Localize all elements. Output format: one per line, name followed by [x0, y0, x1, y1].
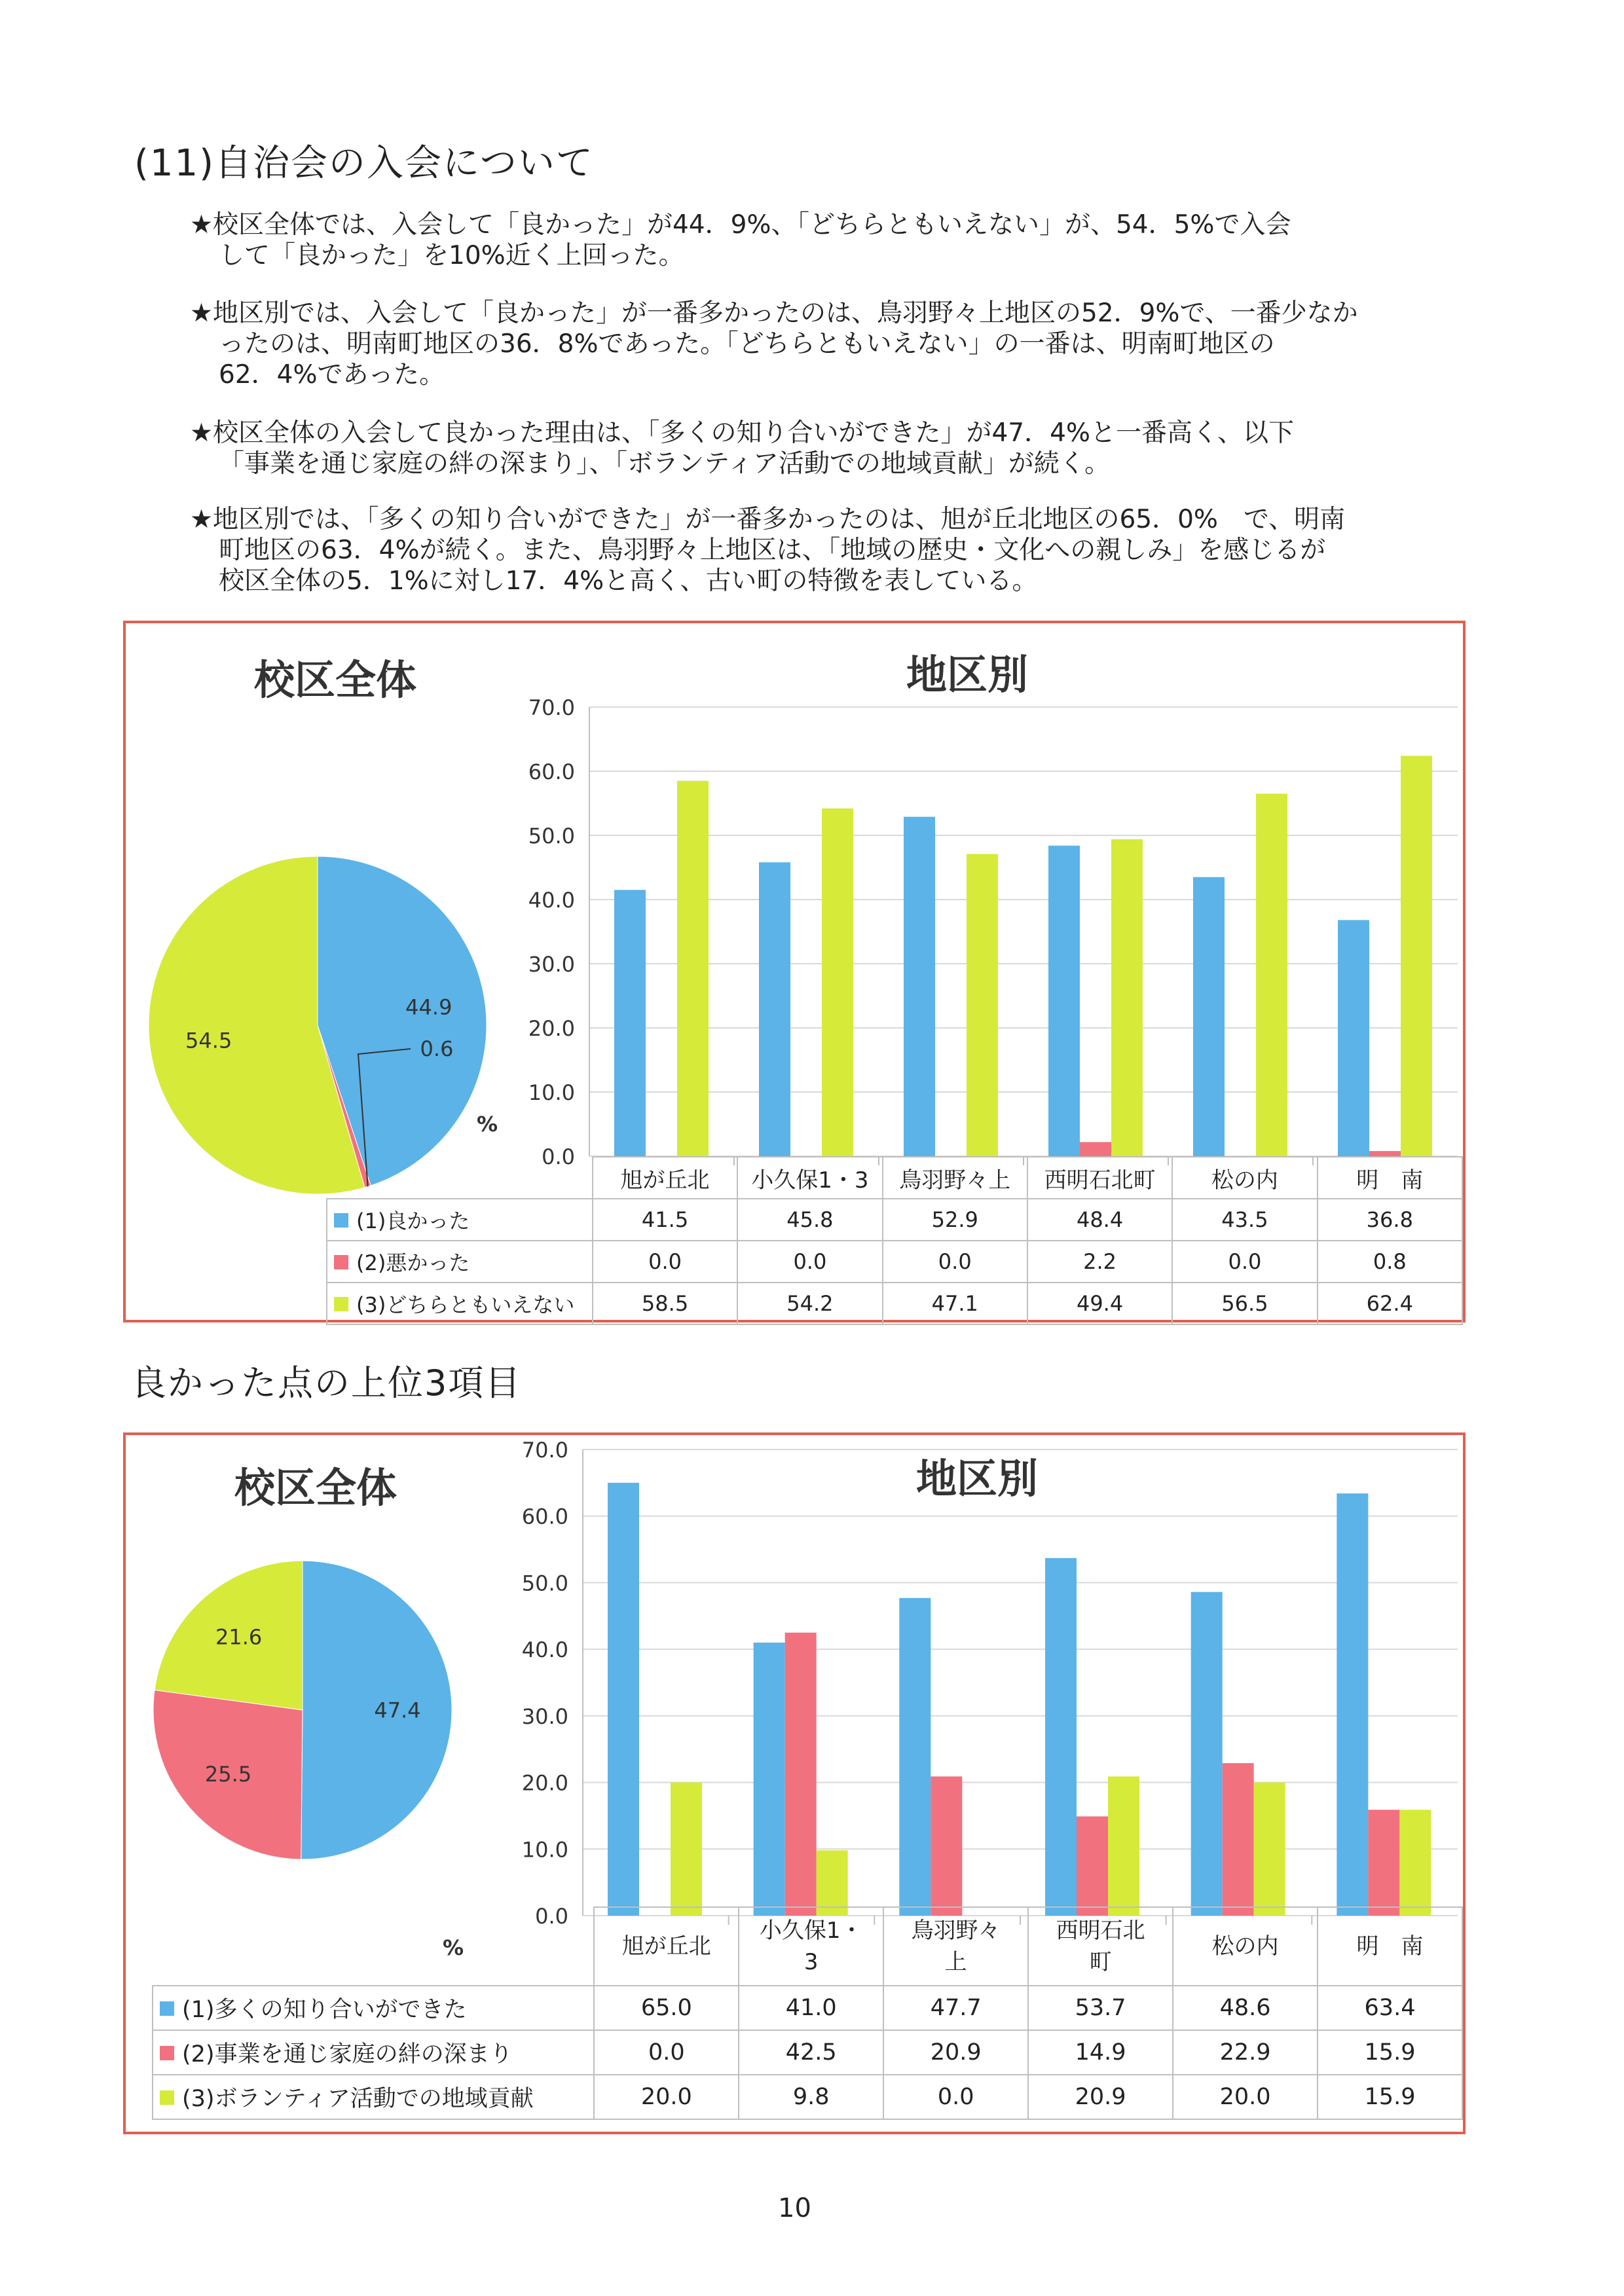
legend-swatch [160, 2046, 174, 2060]
unit-label: % [476, 1112, 498, 1137]
table-category-header [1028, 1907, 1173, 1986]
table-category-header: 小久保1・3 [737, 1157, 882, 1199]
bar [1191, 1592, 1223, 1916]
bar [1256, 793, 1287, 1156]
table-value-cell: 36.8 [1318, 1199, 1462, 1241]
table-value-cell: 0.0 [594, 2030, 739, 2075]
pie-chart-title: 校区全体 [234, 1464, 397, 1512]
y-tick-label: 0.0 [535, 1904, 568, 1929]
y-tick-label: 70.0 [521, 1438, 568, 1463]
y-tick-label: 0.0 [542, 1144, 575, 1169]
bar-chart-title: 地区別 [906, 651, 1029, 699]
y-tick-label: 10.0 [521, 1837, 568, 1863]
table-value-cell: 58.5 [593, 1283, 737, 1324]
bar [671, 1783, 702, 1916]
y-tick-label: 50.0 [521, 1571, 568, 1596]
y-tick-label: 60.0 [528, 759, 575, 784]
bar [677, 781, 709, 1156]
legend-label: (3)どちらともいえない [356, 1292, 575, 1317]
bar [608, 1483, 639, 1916]
bar [904, 817, 935, 1156]
bar [1048, 846, 1080, 1156]
paragraph-3 [190, 418, 1486, 479]
table-value-cell: 47.7 [883, 1986, 1028, 2030]
table-corner [327, 1157, 593, 1199]
bar [931, 1776, 962, 1916]
table-value-cell: 42.5 [739, 2030, 883, 2075]
table-value-cell: 45.8 [737, 1199, 882, 1241]
bar [1111, 839, 1143, 1156]
category-label-line: 西明石北 [1056, 1918, 1145, 1944]
table-value-cell: 0.0 [883, 2075, 1028, 2119]
table-row [327, 1241, 1462, 1283]
membership-charts-svg [126, 623, 1463, 1169]
legend-swatch [334, 1255, 348, 1269]
legend-swatch [334, 1297, 348, 1311]
table-value-cell: 20.9 [883, 2030, 1028, 2075]
table-value-cell: 9.8 [739, 2075, 883, 2119]
category-label-line: 松の内 [1211, 1933, 1279, 1959]
table-value-cell: 47.1 [883, 1283, 1027, 1324]
table-value-cell: 20.0 [1173, 2075, 1318, 2119]
table-category-header: 明 南 [1318, 1157, 1462, 1199]
table-value-cell: 0.0 [883, 1241, 1027, 1283]
bar [1193, 877, 1225, 1156]
table-value-cell: 62.4 [1318, 1283, 1462, 1324]
category-label-line: 町 [1089, 1949, 1112, 1975]
table-value-cell: 52.9 [883, 1199, 1027, 1241]
table-value-cell: 0.0 [1172, 1241, 1317, 1283]
category-label-line: 上 [944, 1949, 967, 1975]
category-label-line: 旭が丘北 [621, 1933, 711, 1959]
paragraph-line: ★校区全体の入会して良かった理由は、「多くの知り合いができた」が47．4%と一番高く、以下 [190, 418, 1295, 448]
bar [759, 862, 790, 1156]
legend-swatch [160, 2090, 174, 2105]
paragraph-line: 62．4%であった。 [219, 360, 445, 390]
bar [1368, 1810, 1399, 1916]
bar [1254, 1783, 1285, 1916]
paragraph-line: ★校区全体では、入会して「良かった」が44．9%、「どちらともいえない」が、54．5%で入会 [190, 210, 1291, 240]
table-category-header [883, 1907, 1028, 1986]
bar [822, 809, 853, 1156]
pie-value-label: 0.6 [420, 1036, 454, 1061]
bar [1369, 1151, 1401, 1156]
table-value-cell: 15.9 [1318, 2030, 1462, 2075]
pie-value-label: 21.6 [215, 1624, 263, 1650]
table-value-cell: 0.8 [1318, 1241, 1462, 1283]
table-category-header [1173, 1907, 1318, 1986]
legend-label: (1)良かった [356, 1209, 470, 1233]
y-tick-label: 70.0 [528, 695, 575, 720]
bar [1401, 756, 1432, 1156]
table-category-header: 西明石北町 [1027, 1157, 1172, 1199]
table-value-cell: 22.9 [1173, 2030, 1318, 2075]
legend-entry [327, 1199, 593, 1241]
paragraph-2 [190, 298, 1486, 390]
legend-entry [327, 1283, 593, 1324]
table-value-cell: 20.9 [1028, 2075, 1173, 2119]
bar [754, 1643, 785, 1916]
good-points-chart-panel [123, 1432, 1466, 2134]
bar [899, 1598, 931, 1916]
membership-data-table [326, 1156, 1463, 1325]
legend-entry [153, 2030, 594, 2075]
bar [1223, 1763, 1254, 1916]
bar [1338, 920, 1369, 1156]
y-tick-label: 60.0 [521, 1504, 568, 1529]
bar [1399, 1810, 1431, 1916]
paragraph-line: ★地区別では、「多くの知り合いができた」が一番多かったのは、旭が丘北地区の65．0% で、明南 [190, 505, 1346, 534]
legend-swatch [160, 2001, 174, 2016]
paragraph-line: 校区全体の5．1%に対し17．4%と高く、古い町の特徴を表している。 [219, 566, 1038, 596]
paragraph-4 [190, 504, 1486, 596]
pie-value-label: 47.4 [374, 1698, 421, 1723]
bar [1108, 1776, 1139, 1916]
table-value-cell: 2.2 [1027, 1241, 1172, 1283]
paragraph-line: ★地区別では、入会して「良かった」が一番多かったのは、鳥羽野々上地区の52．9%で、一番少なか [190, 299, 1358, 328]
pie-value-label: 25.5 [204, 1762, 252, 1787]
table-category-header [1318, 1907, 1462, 1986]
table-value-cell: 48.6 [1173, 1986, 1318, 2030]
table-value-cell: 41.5 [593, 1199, 737, 1241]
table-value-cell: 0.0 [737, 1241, 882, 1283]
bar [967, 854, 998, 1156]
paragraph-1 [190, 210, 1486, 271]
table-row [327, 1283, 1462, 1324]
paragraph-line: 町地区の63．4%が続く。また、鳥羽野々上地区は、「地域の歴史・文化への親しみ」を感じるが [219, 536, 1326, 565]
table-category-header: 松の内 [1172, 1157, 1317, 1199]
category-label-line: 明 南 [1356, 1933, 1424, 1959]
good-points-data-table [152, 1906, 1463, 2120]
y-tick-label: 10.0 [528, 1080, 575, 1105]
paragraph-line: して「良かった」を10%近く上回った。 [219, 241, 684, 270]
unit-label: % [442, 1935, 464, 1960]
table-category-header [739, 1907, 883, 1986]
table-value-cell: 49.4 [1027, 1283, 1172, 1324]
table-row [153, 2075, 1462, 2119]
table-corner [153, 1907, 594, 1986]
bar [785, 1633, 817, 1916]
table-value-cell: 15.9 [1318, 2075, 1462, 2119]
subsection-title: 良かった点の上位3項目 [131, 1362, 522, 1404]
bar [1080, 1142, 1111, 1156]
membership-chart-panel [123, 621, 1466, 1322]
section-title: (11)自治会の入会について [134, 142, 594, 185]
y-tick-label: 20.0 [521, 1770, 568, 1796]
pie-value-label: 44.9 [405, 994, 452, 1020]
bar [1337, 1493, 1368, 1916]
legend-entry [153, 1986, 594, 2030]
table-value-cell: 43.5 [1172, 1199, 1317, 1241]
table-category-header: 旭が丘北 [593, 1157, 737, 1199]
table-category-header: 鳥羽野々上 [883, 1157, 1027, 1199]
legend-label: (2)悪かった [356, 1250, 470, 1275]
y-tick-label: 20.0 [528, 1016, 575, 1041]
legend-entry [327, 1241, 593, 1283]
pie-chart-title: 校区全体 [253, 656, 417, 704]
table-value-cell: 48.4 [1027, 1199, 1172, 1241]
paragraph-line: ったのは、明南町地区の36．8%であった。「どちらともいえない」の一番は、明南町地区の [219, 329, 1275, 359]
table-value-cell: 20.0 [594, 2075, 739, 2119]
table-value-cell: 41.0 [739, 1986, 883, 2030]
paragraph-line: 「事業を通じ家庭の絆の深まり」、「ボランティア活動での地域貢献」が続く。 [219, 449, 1111, 479]
legend-label: (3)ボランティア活動での地域貢献 [182, 2086, 534, 2112]
pie-value-label: 54.5 [185, 1028, 232, 1053]
bar [1045, 1558, 1077, 1916]
table-value-cell: 65.0 [594, 1986, 739, 2030]
y-tick-label: 40.0 [528, 888, 575, 913]
legend-label: (2)事業を通じ家庭の絆の深まり [182, 2041, 513, 2068]
bar [614, 890, 646, 1156]
table-value-cell: 14.9 [1028, 2030, 1173, 2075]
legend-entry [153, 2075, 594, 2119]
category-label-line: 3 [803, 1949, 819, 1975]
table-row [153, 1986, 1462, 2030]
table-value-cell: 0.0 [593, 1241, 737, 1283]
bar [1077, 1816, 1108, 1916]
y-tick-label: 40.0 [521, 1637, 568, 1663]
legend-label: (1)多くの知り合いができた [182, 1997, 467, 2023]
y-tick-label: 30.0 [521, 1704, 568, 1729]
y-tick-label: 30.0 [528, 952, 575, 977]
category-label-line: 鳥羽野々 [911, 1918, 1001, 1944]
table-row [327, 1199, 1462, 1241]
table-category-header [594, 1907, 739, 1986]
table-value-cell: 54.2 [737, 1283, 882, 1324]
table-row [153, 2030, 1462, 2075]
table-value-cell: 53.7 [1028, 1986, 1173, 2030]
table-value-cell: 56.5 [1172, 1283, 1317, 1324]
bar-chart-title: 地区別 [915, 1455, 1039, 1503]
y-tick-label: 50.0 [528, 824, 575, 848]
legend-swatch [334, 1213, 348, 1228]
table-value-cell: 63.4 [1318, 1986, 1462, 2030]
page-number: 10 [778, 2193, 811, 2223]
category-label-line: 小久保1・ [759, 1918, 863, 1944]
